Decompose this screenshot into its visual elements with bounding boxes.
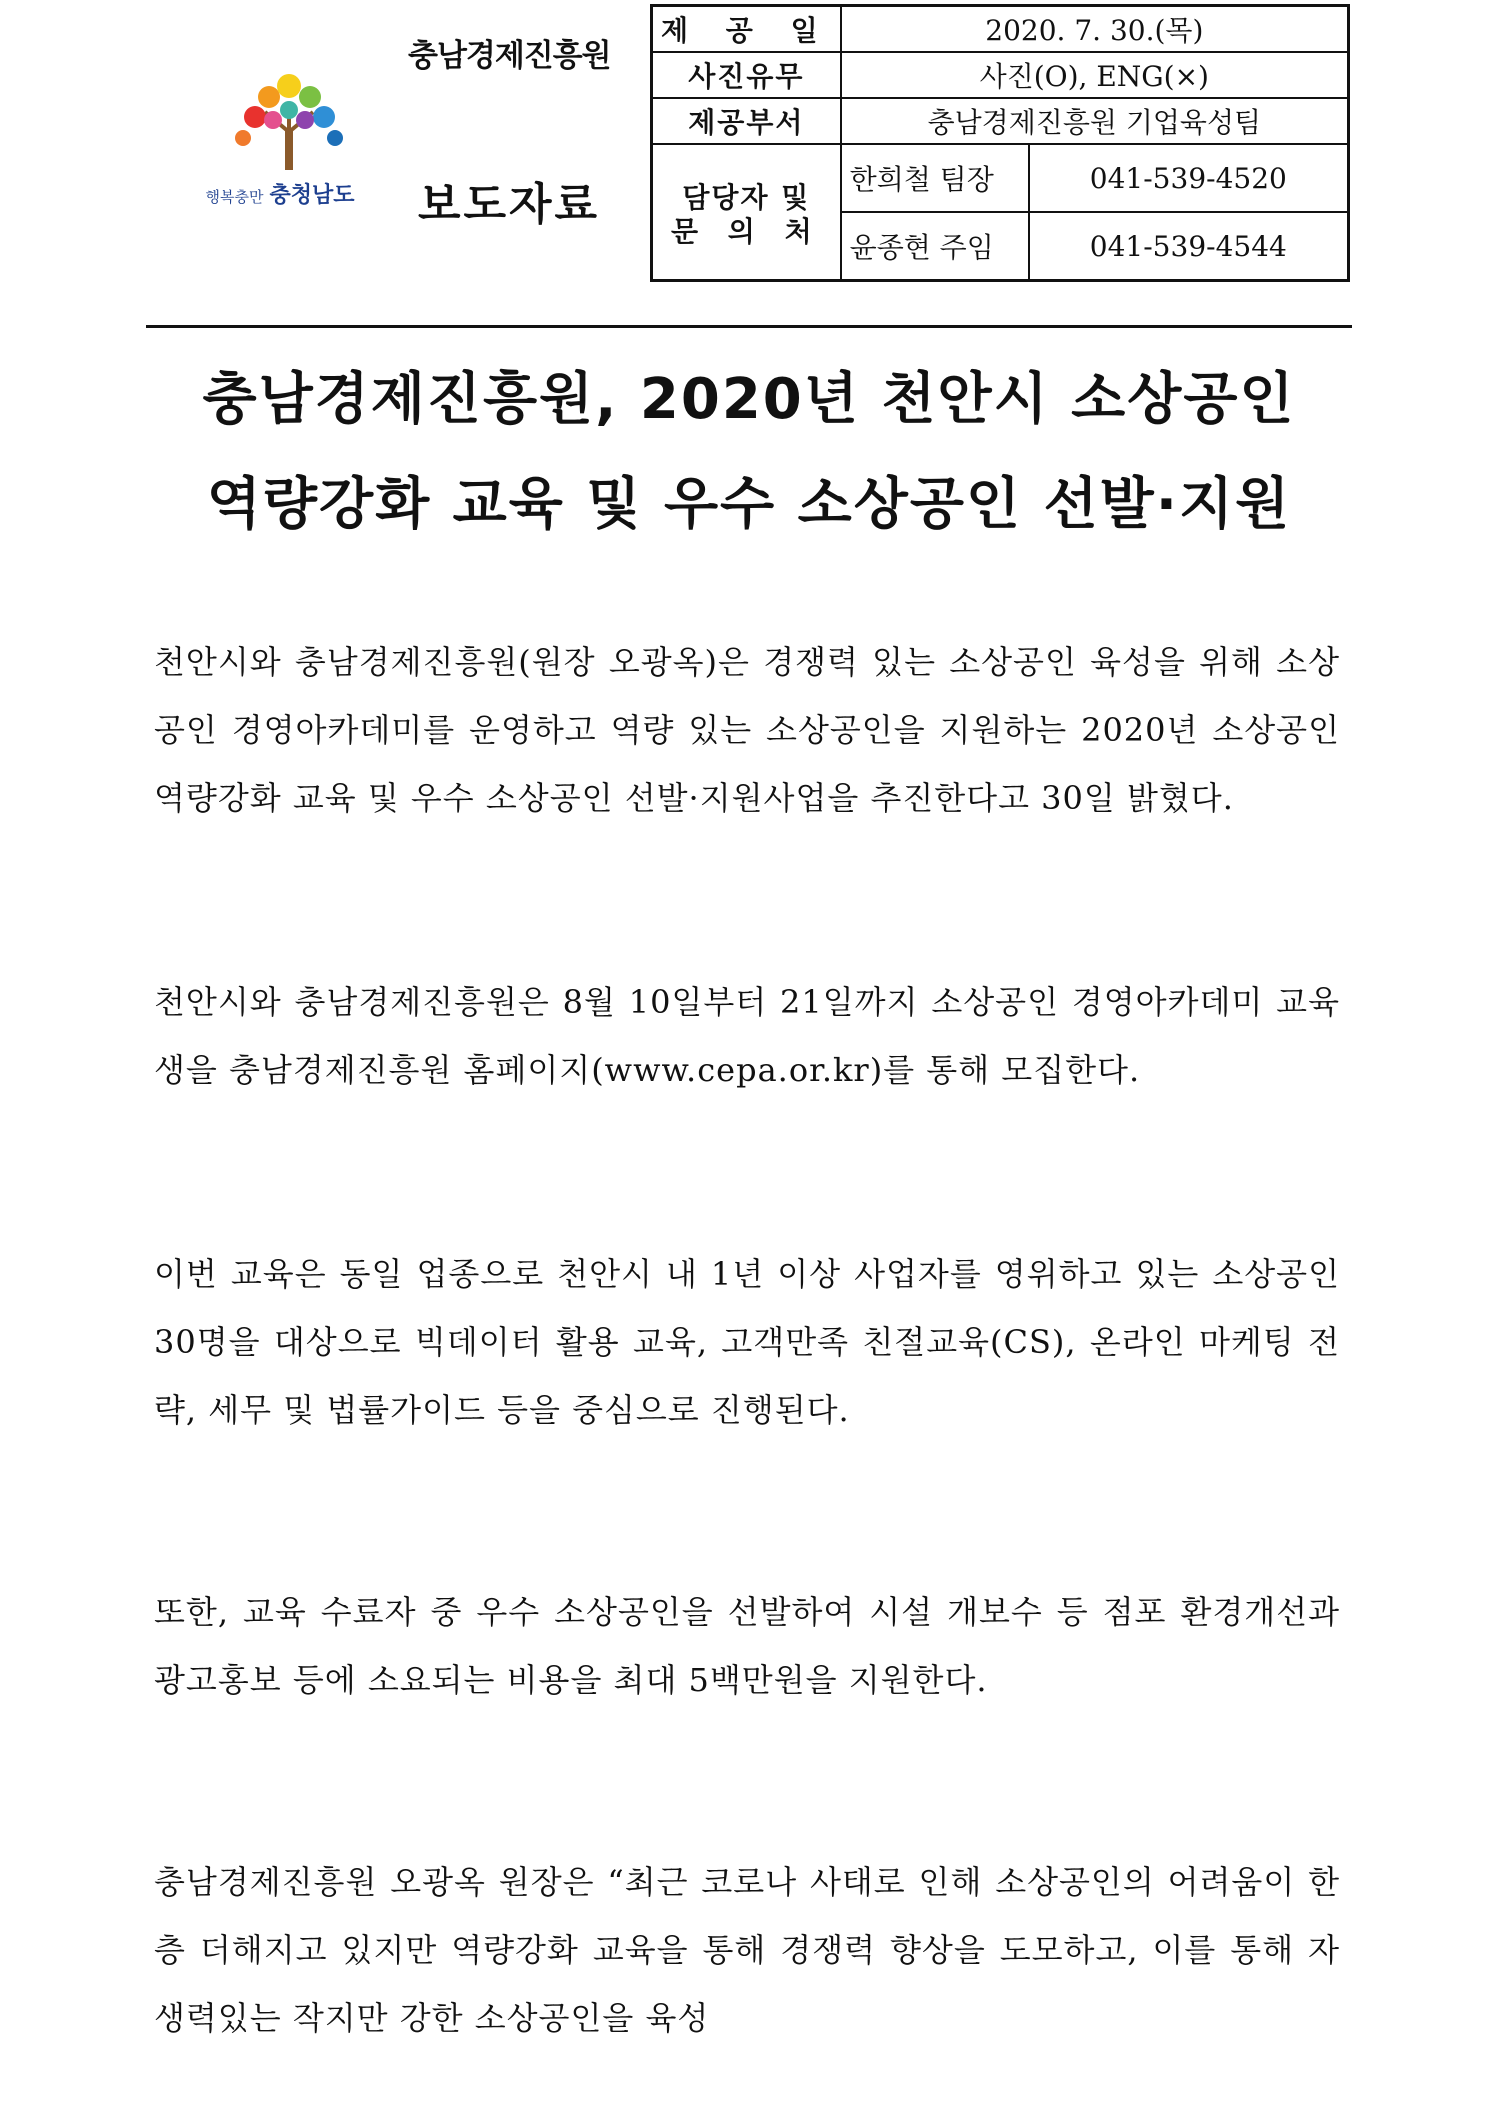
headline-line-1: 충남경제진흥원, 2020년 천안시 소상공인	[202, 367, 1296, 432]
press-release-label: 보도자료	[418, 179, 601, 230]
organization-name: 충남경제진흥원	[408, 38, 611, 74]
slogan-main: 충청남도	[269, 183, 355, 208]
contact-name: 한희철 팀장	[841, 144, 1029, 212]
contact-label-line1: 담당자 및	[682, 181, 811, 214]
date-label: 제 공 일	[652, 6, 841, 53]
body-paragraph-3: 이번 교육은 동일 업종으로 천안시 내 1년 이상 사업자를 영위하고 있는 소상공인 30명을 대상으로 빅데이터 활용 교육, 고객만족 친절교육(CS), 온라인 마케팅 전략, 세무 및 법률가이드 등을 중심으로 진행된다.	[154, 1255, 1340, 1429]
contact-phone: 041-539-4520	[1029, 144, 1349, 212]
body-paragraph-4: 또한, 교육 수료자 중 우수 소상공인을 선발하여 시설 개보수 등 점포 환경개선과 광고홍보 등에 소요되는 비용을 최대 5백만원을 지원한다.	[154, 1593, 1340, 1699]
contact-label-line2: 문 의 처	[671, 215, 822, 248]
contact-name: 윤종현 주임	[841, 212, 1029, 281]
province-logo	[165, 72, 385, 212]
photo-label: 사진유무	[652, 52, 841, 98]
info-table	[650, 4, 1350, 282]
info-row-date	[652, 6, 1349, 53]
body-paragraph-2: 천안시와 충남경제진흥원은 8월 10일부터 21일까지 소상공인 경영아카데미 교육생을 충남경제진흥원 홈페이지(www.cepa.or.kr)를 통해 모집한다.	[154, 983, 1340, 1089]
body-paragraph-5: 충남경제진흥원 오광옥 원장은 “최근 코로나 사태로 인해 소상공인의 어려움이 한층 더해지고 있지만 역량강화 교육을 통해 경쟁력 향상을 도모하고, 이를 통해 자생력있는 작지만 강한 소상공인을 육성	[154, 1863, 1340, 2037]
contact-phone: 041-539-4544	[1029, 212, 1349, 281]
dept-value: 충남경제진흥원 기업육성팀	[841, 98, 1349, 144]
photo-value: 사진(O), ENG(×)	[841, 52, 1349, 98]
contact-label	[652, 144, 841, 281]
slogan	[165, 178, 395, 209]
dept-label: 제공부서	[652, 98, 841, 144]
info-row-contact-1	[652, 144, 1349, 212]
tree-logo-icon	[235, 72, 345, 172]
slogan-small: 행복충만	[205, 188, 264, 206]
header-divider	[146, 325, 1352, 328]
body-paragraph-1: 천안시와 충남경제진흥원(원장 오광옥)은 경쟁력 있는 소상공인 육성을 위해 소상공인 경영아카데미를 운영하고 역량 있는 소상공인을 지원하는 2020년 소상공인 역량강화 교육 및 우수 소상공인 선발·지원사업을 추진한다고 30일 밝혔다.	[154, 643, 1340, 817]
info-row-dept	[652, 98, 1349, 144]
date-value: 2020. 7. 30.(목)	[841, 6, 1349, 53]
info-row-photo	[652, 52, 1349, 98]
headline-line-2: 역량강화 교육 및 우수 소상공인 선발·지원	[206, 472, 1292, 537]
